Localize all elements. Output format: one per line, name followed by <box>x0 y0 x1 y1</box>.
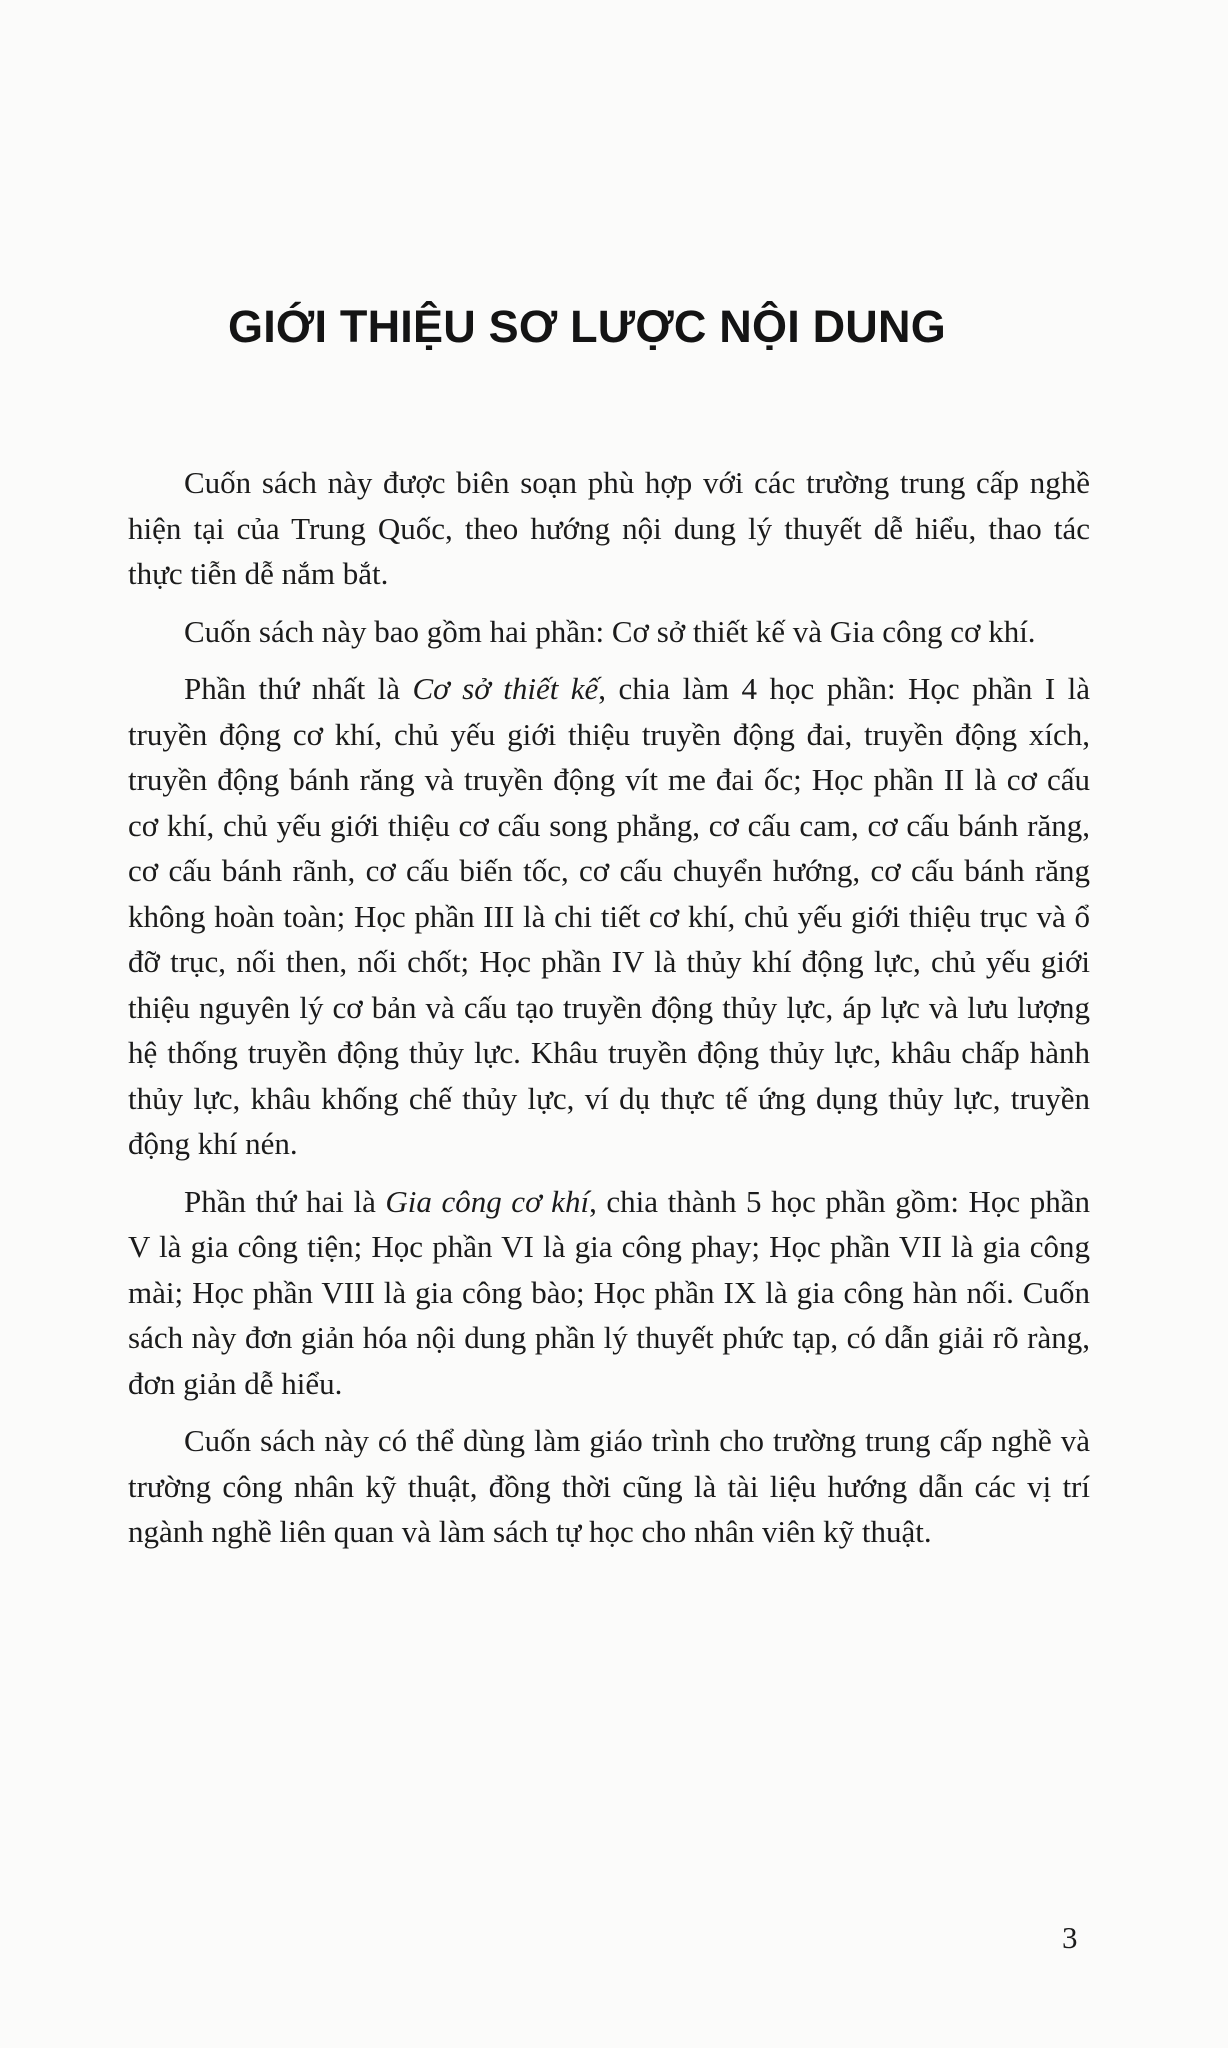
part-two-title: Gia công cơ khí <box>385 1183 590 1219</box>
paragraph-usage: Cuốn sách này có thể dùng làm giáo trình cho trường trung cấp nghề và trường công nhân kỹ thuật, đồng thời cũng là tài liệu hướng dẫn các vị trí ngành nghề liên quan và làm sách tự học cho nhân viên kỹ thuật. <box>128 1423 1090 1549</box>
paragraph-part-one <box>128 666 1090 1167</box>
paragraph-overview: Cuốn sách này bao gồm hai phần: Cơ sở thiết kế và Gia công cơ khí. <box>184 613 1036 649</box>
part-one-lead: Phần thứ nhất là <box>184 671 413 706</box>
paragraph-intro: Cuốn sách này được biên soạn phù hợp với các trường trung cấp nghề hiện tại của Trung Quốc, theo hướng nội dung lý thuyết dễ hiểu, thao tác thực tiễn dễ nắm bắt. <box>128 465 1090 591</box>
paragraph-part-two <box>128 1179 1090 1407</box>
page-number: 3 <box>1062 1920 1078 1955</box>
part-one-body: , chia làm 4 học phần: Học phần I là truyền động cơ khí, chủ yếu giới thiệu truyền động đai, truyền động xích, truyền động bánh răng và truyền động vít me đai ốc; Học phần II là cơ cấu cơ khí, chủ yếu giới thiệu cơ cấu song phẳng, cơ cấu cam, cơ cấu bánh răng, cơ cấu bánh rãnh, cơ cấu biến tốc, cơ cấu chuyển hướng, cơ cấu bánh răng không hoàn toàn; Học phần III là chi tiết cơ khí, chủ yếu giới thiệu trục và ổ đỡ trục, nối then, nối chốt; Học phần IV là thủy khí động lực, chủ yếu giới thiệu nguyên lý cơ bản và cấu tạo truyền động thủy lực, áp lực và lưu lượng hệ thống truyền động thủy lực. Khâu truyền động thủy lực, khâu chấp hành thủy lực, khâu khống chế thủy lực, ví dụ thực tế ứng dụng thủy lực, truyền động khí nén. <box>128 671 1090 1161</box>
page-heading: GIỚI THIỆU SƠ LƯỢC NỘI DUNG <box>228 301 946 352</box>
part-one-title: Cơ sở thiết kế <box>412 671 599 706</box>
part-two-lead: Phần thứ hai là <box>184 1183 386 1219</box>
body-text <box>128 460 1090 1567</box>
part-two-body: , chia thành 5 học phần gồm: Học phần V là gia công tiện; Học phần VI là gia công phay; Học phần VII là gia công mài; Học phần VIII là gia công bào; Học phần IX là gia công hàn nối. Cuốn sách này đơn giản hóa nội dung phần lý thuyết phức tạp, có dẫn giải rõ ràng, đơn giản dễ hiểu. <box>128 1183 1090 1401</box>
